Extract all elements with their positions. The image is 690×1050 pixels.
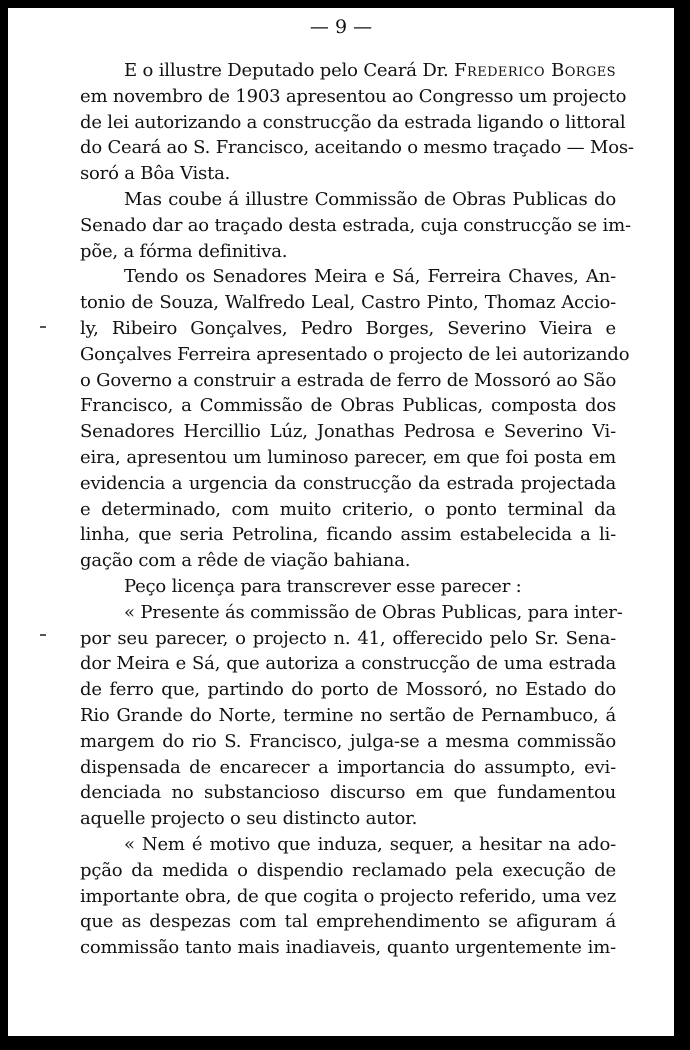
text-line: pção da medida o dispendio reclamado pela execução de (80, 859, 616, 881)
text-line: por seu parecer, o projecto n. 41, offerecido pelo Sr. Sena- (80, 627, 616, 649)
text-line: soró a Bôa Vista. (80, 163, 231, 185)
text-line: Francisco, a Commissão de Obras Publicas, composta dos (80, 395, 616, 417)
text-line: gação com a rêde de viação bahiana. (80, 550, 411, 572)
text-line: de lei autorizando a construcção da estrada ligando o littoral (80, 111, 626, 133)
paragraph-5 (80, 600, 623, 832)
text-line: e determinado, com muito criterio, o ponto terminal da (80, 498, 616, 520)
text-line: tonio de Souza, Walfredo Leal, Castro Pinto, Thomaz Accio- (80, 292, 616, 314)
text-line: Rio Grande do Norte, termine no sertão de Pernambuco, á (80, 704, 616, 726)
body-text (80, 58, 634, 961)
text-line: Mas coube á illustre Commissão de Obras Publicas do (124, 188, 616, 210)
text-line: o Governo a construir a estrada de ferro de Mossoró ao São (80, 369, 617, 391)
text-line: Tendo os Senadores Meira e Sá, Ferreira Chaves, An- (124, 266, 616, 288)
text-line: dor Meira e Sá, que autoriza a construcção de uma estrada (80, 653, 616, 675)
text-line: Senado dar ao traçado desta estrada, cuja construcção se im- (80, 214, 631, 236)
paragraph-2 (80, 187, 631, 264)
text-line: « Nem é motivo que induza, sequer, a hesitar na ado- (124, 833, 616, 855)
document-page (8, 8, 674, 1036)
text-line: Peço licença para transcrever esse parecer : (124, 575, 522, 597)
paragraph-6 (80, 832, 616, 961)
margin-mark (40, 326, 46, 328)
text-line: do Ceará ao S. Francisco, aceitando o mesmo traçado — Mos- (80, 137, 634, 159)
text-line: aquelle projecto o seu distincto autor. (80, 808, 418, 830)
text-line: ly, Ribeiro Gonçalves, Pedro Borges, Severino Vieira e (80, 317, 616, 339)
text-line: « Presente ás commissão de Obras Publicas, para inter- (124, 601, 623, 623)
margin-mark (40, 634, 46, 636)
text-line: evidencia a urgencia da construcção da estrada projectada (80, 472, 616, 494)
author-name: Frederico Borges (454, 60, 616, 81)
text-line: importante obra, de que cogita o projecto referido, uma vez (80, 885, 616, 907)
text-line: denciada no substancioso discurso em que fundamentou (80, 782, 616, 804)
text-line: dispensada de encarecer a importancia do assumpto, evi- (80, 756, 616, 778)
text-line (80, 58, 616, 84)
text-line: em novembro de 1903 apresentou ao Congresso um projecto (80, 85, 627, 107)
text-line: margem do rio S. Francisco, julga-se a mesma commissão (80, 730, 616, 752)
text-line: linha, que seria Petrolina, ficando assim estabelecida a li- (80, 524, 616, 546)
text-line: que as despezas com tal emprehendimento se afiguram á (80, 911, 616, 933)
text-line: Gonçalves Ferreira apresentado o projecto de lei autorizando (80, 343, 630, 365)
line-text: E o illustre Deputado pelo Ceará Dr. (124, 60, 455, 81)
text-line: Senadores Hercillio Lúz, Jonathas Pedrosa e Severino Vi- (80, 421, 616, 443)
page-number: — 9 — (309, 16, 373, 38)
text-line: de ferro que, partindo do porto de Mossoró, no Estado do (80, 679, 616, 701)
text-line: commissão tanto mais inadiaveis, quanto urgentemente im- (80, 937, 616, 959)
paragraph-3 (80, 264, 630, 574)
text-line: põe, a fórma definitiva. (80, 240, 288, 262)
text-line: eira, apresentou um luminoso parecer, em que foi posta em (80, 446, 616, 468)
paragraph-4 (80, 574, 616, 600)
paragraph-1 (80, 58, 634, 187)
